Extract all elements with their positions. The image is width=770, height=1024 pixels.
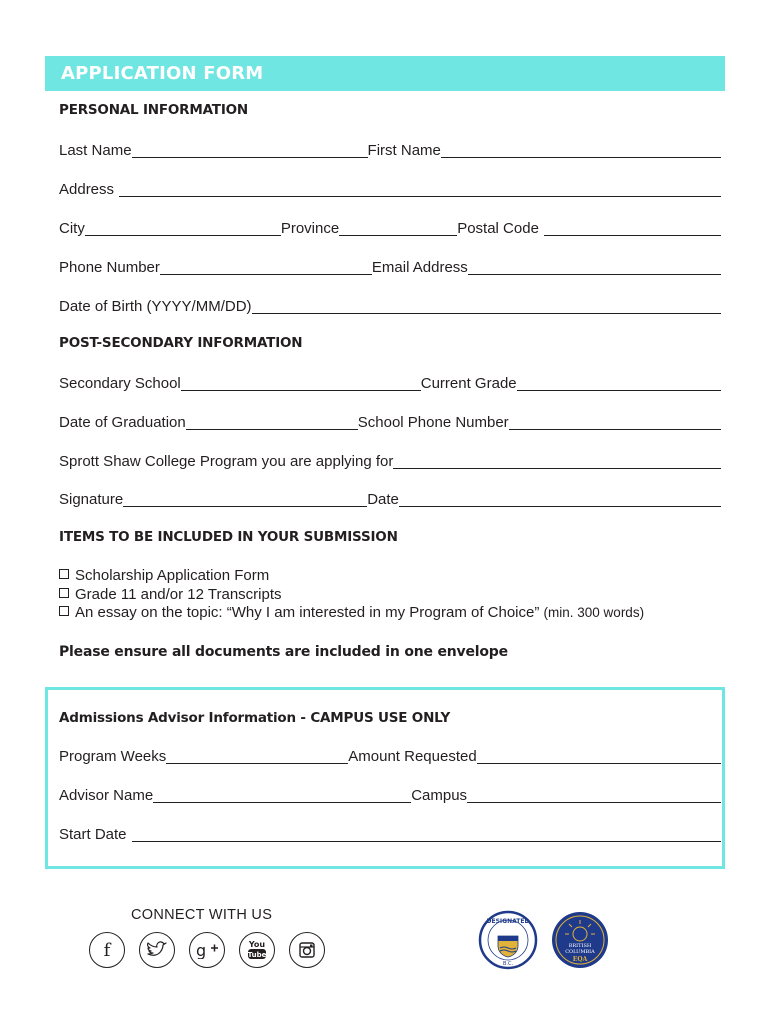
postal-code-field[interactable] [544, 221, 721, 236]
submission-heading: ITEMS TO BE INCLUDED IN YOUR SUBMISSION [59, 529, 398, 545]
advisor-name-field[interactable] [153, 788, 411, 803]
seal-british-text: BRITISH [568, 943, 592, 949]
form-title: APPLICATION FORM [61, 63, 264, 84]
address-field[interactable] [119, 182, 721, 197]
program-weeks-field[interactable] [166, 749, 348, 764]
phone-field[interactable] [160, 260, 372, 275]
personal-info-heading: PERSONAL INFORMATION [59, 102, 249, 118]
phone-label: Phone Number [59, 259, 160, 276]
province-field[interactable] [339, 221, 457, 236]
twitter-icon[interactable] [139, 932, 175, 968]
graduation-row [59, 412, 721, 432]
graduation-date-field[interactable] [186, 415, 358, 430]
current-grade-field[interactable] [517, 376, 721, 391]
first-name-field[interactable] [441, 143, 721, 158]
start-date-label: Start Date [59, 826, 127, 843]
first-name-label: First Name [367, 142, 441, 159]
province-label: Province [280, 220, 340, 237]
dob-label: Date of Birth (YYYY/MM/DD) [59, 298, 252, 315]
program-row [59, 451, 721, 471]
checklist-item [59, 586, 644, 605]
campus-field[interactable] [467, 788, 721, 803]
program-label: Sprott Shaw College Program you are applying for [59, 453, 394, 470]
school-row [59, 373, 721, 393]
eqa-seal [550, 910, 610, 970]
signature-label: Signature [59, 491, 124, 508]
date-label: Date [367, 491, 399, 508]
current-grade-label: Current Grade [420, 375, 517, 392]
youtube-tube-text: Tube [247, 951, 267, 959]
date-field[interactable] [399, 492, 721, 507]
secondary-school-label: Secondary School [59, 375, 181, 392]
city-label: City [59, 220, 85, 237]
post-secondary-heading: POST-SECONDARY INFORMATION [59, 335, 303, 351]
last-name-label: Last Name [59, 142, 132, 159]
seal-bc-text: B.C. [502, 961, 514, 967]
instagram-icon[interactable] [289, 932, 325, 968]
contact-row [59, 257, 721, 277]
advisor-heading: Admissions Advisor Information - CAMPUS USE ONLY [59, 710, 451, 726]
school-phone-label: School Phone Number [357, 414, 509, 431]
secondary-school-field[interactable] [181, 376, 421, 391]
dob-row [59, 296, 721, 316]
youtube-icon[interactable] [239, 932, 275, 968]
campus-label: Campus [411, 787, 468, 804]
name-row [59, 140, 721, 160]
seal-columbia-text: COLUMBIA [565, 949, 595, 955]
checklist-item [59, 604, 644, 623]
signature-row [59, 489, 721, 509]
seal-eqa-text: EQA [572, 956, 588, 963]
envelope-notice: Please ensure all documents are included in one envelope [59, 644, 508, 660]
start-date-row [59, 824, 721, 844]
checklist-item-text: Scholarship Application Form [75, 567, 270, 584]
program-weeks-row [59, 746, 721, 766]
facebook-icon[interactable] [89, 932, 125, 968]
start-date-field[interactable] [132, 827, 721, 842]
email-field[interactable] [468, 260, 721, 275]
advisor-name-row [59, 785, 721, 805]
checklist-item-note: (min. 300 words) [543, 605, 645, 620]
submission-checklist [59, 567, 644, 623]
checkbox[interactable] [59, 569, 69, 579]
checkbox[interactable] [59, 588, 69, 598]
last-name-field[interactable] [132, 143, 368, 158]
checklist-item-text: An essay on the topic: “Why I am interested in my Program of Choice” [75, 604, 540, 621]
youtube-you-text: You [248, 940, 266, 949]
checklist-item [59, 567, 644, 586]
email-label: Email Address [371, 259, 468, 276]
seal-designated-text: DESIGNATED [486, 918, 530, 925]
school-phone-field[interactable] [509, 415, 721, 430]
svg-text:g: g [196, 941, 207, 959]
signature-field[interactable] [123, 492, 367, 507]
dob-field[interactable] [252, 299, 721, 314]
city-row [59, 218, 721, 238]
designated-bc-seal [478, 910, 538, 970]
address-label: Address [59, 181, 115, 198]
program-field[interactable] [393, 454, 721, 469]
address-row [59, 179, 721, 199]
advisor-name-label: Advisor Name [59, 787, 154, 804]
amount-requested-field[interactable] [477, 749, 721, 764]
google-plus-icon[interactable] [189, 932, 225, 968]
postal-code-label: Postal Code [457, 220, 539, 237]
svg-text:f: f [103, 940, 111, 960]
city-field[interactable] [85, 221, 281, 236]
program-weeks-label: Program Weeks [59, 748, 167, 765]
amount-requested-label: Amount Requested [348, 748, 477, 765]
checklist-item-text: Grade 11 and/or 12 Transcripts [75, 585, 282, 603]
form-header [45, 56, 725, 91]
graduation-date-label: Date of Graduation [59, 414, 186, 431]
connect-heading: CONNECT WITH US [131, 907, 273, 923]
checkbox[interactable] [59, 606, 69, 616]
